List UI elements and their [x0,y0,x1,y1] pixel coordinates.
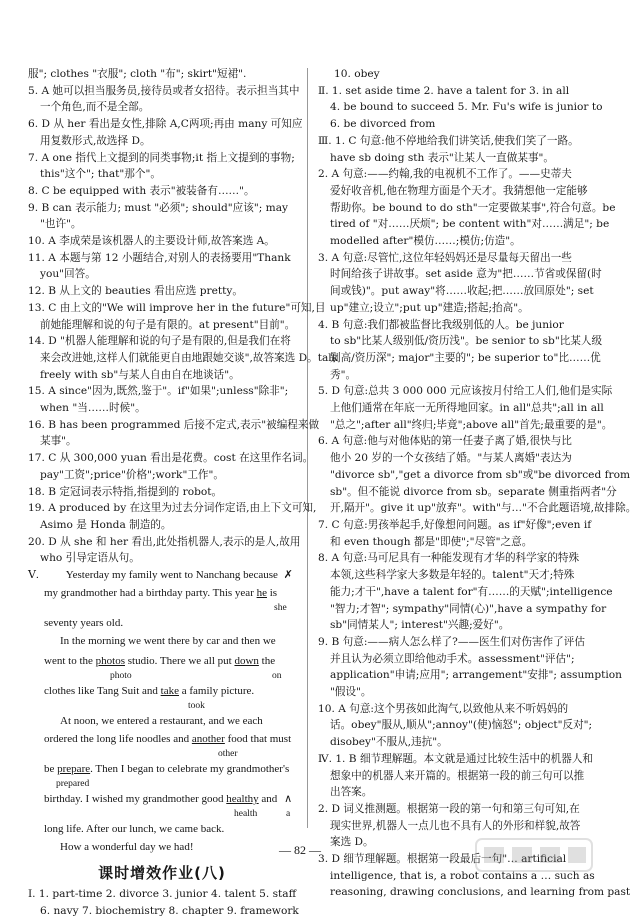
answer-line-continued: 爱好收音机,他在物理方面是个天才。我猜想他一定能够 [318,183,588,200]
answer-line-continued: have sb doing sth 表示"让某人一直做某事"。 [318,150,588,167]
vocab-line: Ⅰ. 1. part-time 2. divorce 3. junior 4. talent 5. staff [28,886,296,903]
correction-note: prepared [56,779,89,791]
answer-line-continued: 本领,这些科学家大多数是年轻的。talent"天才;特殊 [318,567,588,584]
correction-note: a [286,809,290,821]
answer-item: 9. B can 表示能力; must "必须"; should"应该"; may [28,200,296,217]
answer-line: 4. B 句意:我们都被监督比我级别低的人。be junior [318,317,588,334]
answer-line-continued: "总之";after all"终归;毕竟";above all"首先;最重要的是"。 [318,417,588,434]
answer-item-continued: 前她能理解和说的句子是有限的。at present"目前"。 [28,317,296,334]
answer-line: 10. A 句意:这个男孩如此淘气,以致他从来不听妈妈的 [318,701,588,718]
answer-line-continued: reasoning, drawing conclusions, and learning from past [318,884,588,901]
answer-item-continued: 用复数形式,故选择 D。 [28,133,296,150]
essay-correction [28,567,296,857]
insert-mark: ∧ [284,793,292,805]
answer-item-continued: Asimo 是 Honda 制造的。 [28,517,296,534]
answer-line-continued: 现实世界,机器人一点儿也不具有人的外形和样貌,故答 [318,818,588,835]
essay-line: long life. After our lunch, we came back. [28,821,296,839]
answer-line-continued: 秀"。 [318,367,588,384]
essay-line: be prepare. Then I began to celebrate my grandmother's [28,761,296,779]
answer-item-continued: 某事"。 [28,433,296,450]
answer-line-continued: 出答案。 [318,784,588,801]
answer-line-continued: 别高/资历深"; major"主要的"; be superior to"比……优 [318,350,588,367]
delete-mark: ✗ [284,569,293,581]
essay-line: At noon, we entered a restaurant, and we each [28,713,296,731]
answer-line: 2. A 句意:——约翰,我的电视机不工作了。——史蒂夫 [318,166,588,183]
answer-line: 6. A 句意:他与对他体贴的第一任妻子离了婚,很快与比 [318,433,588,450]
answer-item-continued: 一个角色,而不是全部。 [28,99,296,116]
answer-line: 8. A 句意:马可尼具有一种能发现有才华的科学家的特殊 [318,550,588,567]
essay-line: Ⅴ. Yesterday my family went to Nanchang because ✗ [28,567,296,585]
answer-line-continued: intelligence, that is, a robot contains a … such as [318,868,588,885]
essay-line: seventy years old. [28,615,296,633]
answer-line: 9. B 句意:——病人怎么样了?——医生们对伤害作了评估 [318,634,588,651]
answer-item: 14. D "机器人能理解和说的句子是有限的,但是我们在将 [28,333,296,350]
answer-line-continued: 和 even though 都是"即使";"尽管"之意。 [318,534,588,551]
column-divider [307,68,308,828]
answer-line-continued: sb"同情某人"; interest"兴趣;爱好"。 [318,617,588,634]
essay-line: ordered the long life noodles and another food that must [28,731,296,749]
answer-item-continued: 来会改进她,这样人们就能更自由地跟她交谈",故答案选 D。talk [28,350,296,367]
answer-line-continued: to sb"比某人级别低/资历浅"。be senior to sb"比某人级 [318,333,588,350]
answer-line-continued: 想象中的机器人来开篇的。根据第一段的前三句可以推 [318,768,588,785]
answer-item: 16. B has been programmed 后接不定式,表示"被编程来做 [28,417,296,434]
answer-line-continued: 帮助你。be bound to do sth"一定要做某事",符合句意。be [318,200,588,217]
answer-line: Ⅲ. 1. C 句意:他不停地给我们讲笑话,使我们笑了一路。 [318,133,588,150]
answer-item: 8. C be equipped with 表示"被装备有……"。 [28,183,296,200]
watermark-logo [474,835,594,875]
answer-item: 20. D 从 she 和 her 看出,此处指机器人,表示的是人,故用 [28,534,296,551]
answer-key-page [18,66,586,862]
section-title: 课时增效作业(八) [28,865,296,882]
answer-line: 7. C 句意:男孩举起手,好像想问问题。as if"好像";even if [318,517,588,534]
answer-line-continued: 话。obey"服从,顺从";annoy"(使)恼怒"; object"反对"; [318,717,588,734]
section-label: Ⅴ. [28,569,39,581]
answer-line: Ⅱ. 1. set aside time 2. have a talent for 3. in all [318,83,588,100]
answer-item-continued: when "当……时候"。 [28,400,296,417]
answer-line-continued: 并且认为必须立即给他动手术。assessment"评估"; [318,651,588,668]
answer-line-continued: "divorce sb","get a divorce from sb"或"be divorced from [318,467,588,484]
answer-item: 10. A 李成荣是该机器人的主要设计师,故答案选 A。 [28,233,296,250]
answer-line-continued: "智力;才智"; sympathy"同情(心)",have a sympathy for [318,601,588,618]
vocab-line: 6. navy 7. biochemistry 8. chapter 9. framework [28,903,296,919]
answer-line-continued: tired of "对……厌烦"; be content with"对……满足"; be [318,216,588,233]
correction-note: photo [110,671,132,683]
answer-line-continued: 6. be divorced from [318,116,588,133]
answer-item-continued: who 引导定语从句。 [28,550,296,567]
answer-item: 13. C 由上文的"We will improve her in the future"可知,目 [28,300,296,317]
answer-line: 5. D 句意:总共 3 000 000 元应该按月付给工人们,他们是实际 [318,383,588,400]
left-column [28,66,296,919]
answer-item: 5. A 她可以担当服务员,接待员或者女招待。表示担当其中 [28,83,296,100]
answer-line-continued: application"申请;应用"; arrangement"安排"; assumption [318,667,588,684]
answer-item: 19. A produced by 在这里为过去分词作定语,由上下文可知, [28,500,296,517]
answer-line-continued: 他小 20 岁的一个女孩结了婚。"与某人离婚"表达为 [318,450,588,467]
answer-line-continued: 上他们通常在年底一无所得地回家。in all"总共";all in all [318,400,588,417]
answer-line-continued: 案选 D。 [318,834,588,851]
answer-item: 15. A since"因为,既然,鉴于"。if"如果";unless"除非"; [28,383,296,400]
answer-line-continued: up"建立;设立";put up"建造;搭起;抬高"。 [318,300,588,317]
answer-line-continued: disobey"不服从,违抗"。 [318,734,588,751]
answer-item: 6. D 从 her 看出是女性,排除 A,C两项;再由 many 可知应 [28,116,296,133]
answer-line-continued: 时间给孩子讲故事。set aside 意为"把……节省或保留(时 [318,266,588,283]
answer-item: 12. B 从上文的 beauties 看出应选 pretty。 [28,283,296,300]
answer-line: 3. D 细节理解题。根据第一段最后一句"… artificial [318,851,588,868]
answer-line-continued: "假设"。 [318,684,588,701]
answer-line-continued: 10. obey [318,66,588,83]
correction-note: she [274,603,296,615]
answer-item-continued: freely with sb"与某人自由自在地谈话"。 [28,367,296,384]
answer-line-continued: sb"。但不能说 divorce from sb。separate 侧重指两者"分 [318,484,588,501]
answer-line-continued: modelled after"模仿……;模仿;仿造"。 [318,233,588,250]
essay-line: How a wonderful day we had! [28,839,296,857]
answer-item: 18. B 定冠词表示特指,指提到的 robot。 [28,484,296,501]
answer-item-continued: pay"工资";price"价格";work"工作"。 [28,467,296,484]
essay-line: In the morning we went there by car and then we [28,633,296,653]
answer-list [28,83,296,567]
correction-note: health [234,809,257,821]
correction-note: on [272,671,282,683]
page-number: — 82 — [0,842,600,859]
essay-line: clothes like Tang Suit and take a family picture. [28,683,296,701]
answer-line-continued: 能力;才干",have a talent for"有……的天赋";intelligence [318,584,588,601]
answer-line: 3. A 句意:尽管忙,这位年轻妈妈还是尽量每天留出一些 [318,250,588,267]
right-column [318,66,588,901]
answer-item: 17. C 从 300,000 yuan 看出是花费。cost 在这里作名词。 [28,450,296,467]
answer-line-continued: 开,隔开"。give it up"放弃"。with"与…"不合此题语境,故排除。 [318,500,588,517]
answer-item-continued: this"这个"; that"那个"。 [28,166,296,183]
correction-note: took [188,701,205,713]
answer-line: 2. D 词义推测题。根据第一段的第一句和第三句可知,在 [318,801,588,818]
essay-line: birthday. I wished my grandmother good healthy and ∧ [28,791,296,809]
answer-item: 7. A one 指代上文提到的同类事物;it 指上文提到的事物; [28,150,296,167]
essay-line: my grandmother had a birthday party. This year he is [28,585,296,603]
answer-line-continued: 间或钱)"。put away"将……收起;把……放回原处"; set [318,283,588,300]
answer-line: Ⅳ. 1. B 细节理解题。本文就是通过比较生活中的机器人和 [318,751,588,768]
answer-item-continued: "也许"。 [28,216,296,233]
answer-line-continued: 4. be bound to succeed 5. Mr. Fu's wife is junior to [318,99,588,116]
answer-item: 11. A 本题与第 12 小题结合,对别人的表扬要用"Thank [28,250,296,267]
answer-item-continued: you"回答。 [28,266,296,283]
correction-note: other [218,749,238,761]
intro-line: 服"; clothes "衣服"; cloth "布"; skirt"短裙". [28,66,296,83]
essay-line: went to the photos studio. There we all put down the [28,653,296,671]
